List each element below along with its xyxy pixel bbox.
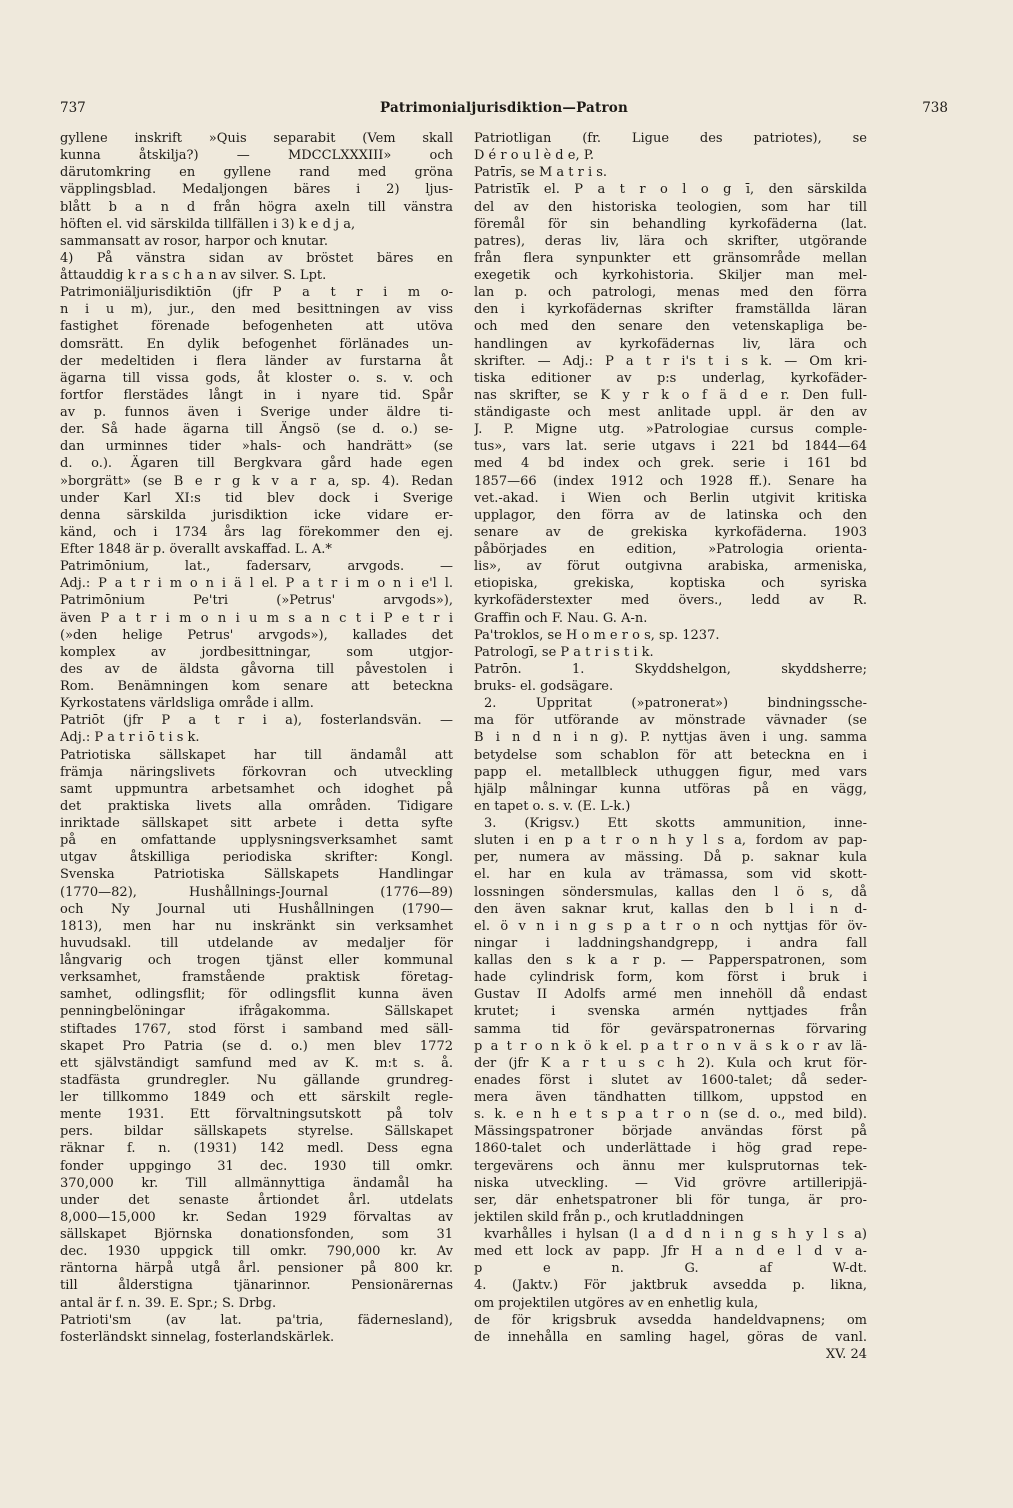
text-line: en tapet o. s. v. (E. L-k.) bbox=[474, 798, 631, 814]
text-line: upplagor, den förra av de latinska och den bbox=[474, 507, 867, 523]
signature-mark: XV. 24 bbox=[825, 1346, 867, 1362]
text-line: Patrīs, se M a t r i s. bbox=[474, 165, 608, 181]
text-line: antal är f. n. 39. E. Spr.; S. Drbg. bbox=[60, 1295, 277, 1311]
text-line: ägarna till vissa gods, åt kloster o. s. v. och bbox=[60, 370, 453, 386]
text-line: d. o.). Ägaren till Bergkvara gård hade egen bbox=[60, 456, 453, 472]
text-line: sällskapet Björnska donationsfonden, som 31 bbox=[60, 1227, 453, 1242]
text-line: Patriōt (jfr P a t r i a), fosterlandsvän. — bbox=[60, 713, 453, 729]
text-line: fastighet förenade befogenheten att utöva bbox=[60, 319, 453, 335]
page-number-left: 737 bbox=[60, 100, 86, 116]
text-line: exegetik och kyrkohistoria. Skiljer man mel- bbox=[474, 268, 867, 283]
text-line: J. P. Migne utg. »Patrologiae cursus comple- bbox=[474, 422, 867, 438]
text-line: ningar i laddningshandgrepp, i andra fall bbox=[474, 935, 867, 951]
text-line: och Ny Journal uti Hushållningen (1790— bbox=[60, 901, 453, 917]
text-line: de för krigsbruk avsedda handeldvapnens; om bbox=[474, 1312, 867, 1328]
text-line: 4) På vänstra sidan av bröstet bäres en bbox=[60, 250, 453, 266]
text-line: åttauddig k r a s c h a n av silver. S. Lpt. bbox=[60, 268, 327, 283]
text-line: Adj.: P a t r i ō t i s k. bbox=[60, 730, 200, 746]
text-line: sammansatt av rosor, harpor och knutar. bbox=[60, 233, 328, 249]
text-line: det praktiska livets alla områden. Tidigare bbox=[60, 798, 453, 814]
text-line: handlingen av kyrkofädernas liv, lära och bbox=[474, 336, 867, 352]
text-line: Patrioti'sm (av lat. pa'tria, fädernesland), bbox=[60, 1312, 453, 1328]
text-line: papp el. metallbleck uthuggen figur, med vars bbox=[474, 764, 867, 780]
left-column bbox=[60, 130, 453, 1346]
text-line: gyllene inskrift »Quis separabit (Vem skall bbox=[60, 131, 453, 146]
text-line: stiftades 1767, stod först i samband med säll- bbox=[60, 1021, 453, 1037]
text-line: den även saknar krut, kallas den b l i n d- bbox=[474, 901, 867, 917]
text-line: niska utveckling. — Vid grövre artilleripjä- bbox=[474, 1175, 867, 1191]
text-line: till ålderstigna tjänarinnor. Pensionärernas bbox=[60, 1278, 453, 1294]
text-line: ma för utförande av mönstrade vävnader (se bbox=[474, 713, 867, 729]
text-line: Patriotiska sällskapet har till ändamål att bbox=[60, 747, 453, 763]
text-line: skrifter. — Adj.: P a t r i's t i s k. — Om kri- bbox=[474, 353, 867, 369]
text-line: lis», av förut outgivna arabiska, armeniska, bbox=[474, 559, 867, 575]
text-line: kallas den s k a r p. — Papperspatronen, som bbox=[474, 953, 867, 968]
text-line: Mässingspatroner började användas först på bbox=[474, 1124, 867, 1140]
text-line: (»den helige Petrus' arvgods»), kallades det bbox=[60, 627, 453, 643]
text-line: Patrimoniäljurisdiktiōn (jfr P a t r i m o- bbox=[60, 285, 453, 301]
text-line: ser, där enhetspatroner bli för tunga, är pro- bbox=[474, 1192, 867, 1208]
text-line: den i kyrkofädernas skrifter framställda läran bbox=[474, 302, 867, 318]
text-line: denna särskilda jurisdiktion icke vidare er- bbox=[60, 507, 453, 523]
text-line: der (jfr K a r t u s c h 2). Kula och krut för- bbox=[474, 1055, 867, 1071]
text-line: 8,000—15,000 kr. Sedan 1929 förvaltas av bbox=[60, 1209, 453, 1225]
text-line: föremål för sin behandling kyrkofäderna (lat. bbox=[474, 216, 867, 232]
text-line: Svenska Patriotiska Sällskapets Handlingar bbox=[60, 867, 453, 883]
text-line: på en omfattande upplysningsverksamhet samt bbox=[60, 833, 453, 849]
text-line: mera även tändhatten tillkom, uppstod en bbox=[474, 1090, 867, 1105]
text-line: s. k. e n h e t s p a t r o n (se d. o., med bild). bbox=[474, 1107, 867, 1123]
text-line: fosterländskt sinnelag, fosterlandskärlek. bbox=[60, 1329, 335, 1345]
text-line: av p. funnos även i Sverige under äldre ti- bbox=[60, 405, 453, 420]
text-line: betydelse som schablon för att beteckna en i bbox=[474, 747, 867, 763]
text-line: väpplingsblad. Medaljongen bäres i 2) ljus- bbox=[60, 182, 453, 198]
text-line: Pa'troklos, se H o m e r o s, sp. 1237. bbox=[474, 627, 720, 643]
text-line: etiopiska, grekiska, koptiska och syriska bbox=[474, 576, 867, 592]
text-line: även P a t r i m o n i u m s a n c t i P e t r i bbox=[60, 610, 453, 626]
text-line: räntorna härpå utgå årl. pensioner på 800 kr. bbox=[60, 1261, 453, 1277]
text-line: D é r o u l è d e, P. bbox=[474, 148, 594, 164]
text-line: känd, och i 1734 års lag förekommer den ej. bbox=[60, 524, 453, 540]
text-line: senare av de grekiska kyrkofäderna. 1903 bbox=[474, 524, 867, 540]
text-line: kyrkofäderstexter med övers., ledd av R. bbox=[474, 593, 867, 609]
text-line: tergevärens och ännu mer kulsprutornas tek- bbox=[474, 1158, 867, 1174]
text-line: der. Så hade ägarna till Ängsö (se d. o.) se- bbox=[60, 422, 453, 438]
text-line: samma tid för gevärspatronernas förvaring bbox=[474, 1021, 867, 1037]
text-line: komplex av jordbesittningar, som utgjor- bbox=[60, 644, 453, 660]
text-line: 1860-talet och underlättade i hög grad repe- bbox=[474, 1141, 867, 1157]
text-line: och med den senare den vetenskapliga be- bbox=[474, 319, 867, 335]
text-line: B i n d n i n g). P. nyttjas även i ung. samma bbox=[474, 730, 867, 746]
text-line: del av den historiska teologien, som har till bbox=[474, 199, 867, 215]
running-header bbox=[60, 100, 948, 122]
text-line: blått b a n d från högra axeln till vänstra bbox=[60, 199, 453, 215]
text-line: utgav åtskilliga periodiska skrifter: Kongl. bbox=[60, 850, 453, 866]
right-column bbox=[474, 130, 867, 1363]
running-title: Patrimonialjurisdiktion—Patron bbox=[380, 100, 628, 116]
text-line: påbörjades en edition, »Patrologia orienta- bbox=[474, 542, 867, 557]
text-line: lan p. och patrologi, menas med den förra bbox=[474, 285, 867, 301]
text-line: höften el. vid särskilda tillfällen i 3) k e d j a, bbox=[60, 216, 356, 232]
text-line: 1813), men har nu inskränkt sin verksamhet bbox=[60, 918, 453, 934]
text-line: verksamhet, framstående praktisk företag- bbox=[60, 970, 453, 986]
text-line: nas skrifter, se K y r k o f ä d e r. Den full- bbox=[474, 387, 867, 403]
text-line: Gustav II Adolfs armé men innehöll då endast bbox=[474, 987, 867, 1003]
text-line: Kyrkostatens världsliga område i allm. bbox=[60, 696, 314, 712]
text-line: samhet, odlingsflit; för odlingsflit kunna även bbox=[60, 987, 453, 1003]
text-line: Graffin och F. Nau. G. A-n. bbox=[474, 610, 648, 626]
text-line: »borgrätt» (se B e r g k v a r a, sp. 4). Redan bbox=[60, 473, 453, 489]
text-line: dan urminnes tider »hals- och handrätt» (se bbox=[60, 439, 453, 455]
text-line: med ett lock av papp. Jfr H a n d e l d v a- bbox=[474, 1244, 867, 1260]
text-line: Efter 1848 är p. överallt avskaffad. L. A.* bbox=[60, 542, 332, 557]
text-line: huvudsakl. till utdelande av medaljer för bbox=[60, 935, 453, 951]
text-line: de innehålla en samling hagel, göras de vanl. bbox=[474, 1329, 867, 1345]
text-line: fonder uppgingo 31 dec. 1930 till omkr. bbox=[60, 1158, 453, 1174]
text-line: om projektilen utgöres av en enhetlig kula, bbox=[474, 1295, 759, 1311]
text-line: 370,000 kr. Till allmännyttiga ändamål ha bbox=[60, 1175, 453, 1191]
text-line: jektilen skild från p., och krutladdningen bbox=[474, 1209, 744, 1225]
text-line: 4. (Jaktv.) För jaktbruk avsedda p. likna, bbox=[474, 1278, 867, 1294]
text-line: därutomkring en gyllene rand med gröna bbox=[60, 165, 453, 181]
text-line: Patrimōnium, lat., fadersarv, arvgods. — bbox=[60, 559, 453, 575]
text-line: kvarhålles i hylsan (l a d d n i n g s h y l s a) bbox=[484, 1227, 867, 1242]
text-line: 1857—66 (index 1912 och 1928 ff.). Senare ha bbox=[474, 473, 867, 489]
text-line: ett självständigt samfund med av K. m:t s. å. bbox=[60, 1055, 453, 1071]
text-line: Patrologī, se P a t r i s t i k. bbox=[474, 644, 654, 660]
text-line: samt uppmuntra arbetsamhet och idoghet på bbox=[60, 781, 453, 797]
text-line: 3. (Krigsv.) Ett skotts ammunition, inne- bbox=[484, 816, 867, 831]
text-line: från flera synpunkter ett gränsområde mellan bbox=[474, 250, 867, 266]
text-line: p e n. G. af W-dt. bbox=[474, 1261, 867, 1277]
text-line: hade cylindrisk form, kom först i bruk i bbox=[474, 970, 867, 986]
text-line: ständigaste och mest anlitade uppl. är den av bbox=[474, 405, 867, 420]
text-line: Patrōn. 1. Skyddshelgon, skyddsherre; bbox=[474, 661, 867, 677]
text-line: Patriotligan (fr. Ligue des patriotes), se bbox=[474, 131, 867, 146]
text-line: 2. Uppritat (»patronerat») bindningssche- bbox=[484, 696, 867, 712]
text-line: bruks- el. godsägare. bbox=[474, 679, 614, 694]
text-line: långvarig och trogen tjänst eller kommunal bbox=[60, 953, 453, 968]
text-line: patres), deras liv, lära och skrifter, utgörande bbox=[474, 233, 867, 249]
text-line: dec. 1930 uppgick till omkr. 790,000 kr. Av bbox=[60, 1244, 453, 1260]
text-line: penningbelöningar ifrågakomma. Sällskapet bbox=[60, 1004, 453, 1020]
text-line: främja näringslivets förkovran och utveckling bbox=[60, 764, 453, 780]
text-line: Patristīk el. P a t r o l o g ī, den särskilda bbox=[474, 182, 867, 198]
text-line: krutet; i svenska armén nyttjades från bbox=[474, 1004, 867, 1020]
text-line: tus», vars lat. serie utgavs i 221 bd 1844—64 bbox=[474, 439, 867, 455]
text-line: p a t r o n k ö k el. p a t r o n v ä s k o r av lä- bbox=[474, 1038, 867, 1054]
text-line: tiska editioner av p:s underlag, kyrkofäder- bbox=[474, 370, 867, 386]
text-line: sluten i en p a t r o n h y l s a, fordom av pap- bbox=[474, 833, 867, 849]
text-line: enades först i slutet av 1600-talet; då seder- bbox=[474, 1072, 867, 1088]
text-line: der medeltiden i flera länder av furstarna åt bbox=[60, 353, 453, 369]
text-line: Rom. Benämningen kom senare att beteckna bbox=[60, 679, 453, 694]
text-line: stadfästa grundregler. Nu gällande grundreg- bbox=[60, 1072, 453, 1088]
text-line: inriktade sällskapet sitt arbete i detta syfte bbox=[60, 816, 453, 831]
text-line: el. ö v n i n g s p a t r o n och nyttjas för öv- bbox=[474, 918, 867, 934]
text-line: lossningen söndersmulas, kallas den l ö s, då bbox=[474, 884, 867, 900]
text-line: (1770—82), Hushållnings-Journal (1776—89) bbox=[60, 884, 453, 900]
text-line: domsrätt. En dylik befogenhet förlänades un- bbox=[60, 336, 453, 352]
text-line: hjälp målningar kunna utföras på en vägg, bbox=[474, 781, 867, 797]
text-line: el. har en kula av trämassa, som vid skott- bbox=[474, 867, 867, 883]
text-line: kunna åtskilja?) — MDCCLXXXIII» och bbox=[60, 148, 453, 164]
text-line: Adj.: P a t r i m o n i ä l el. P a t r i m o n i e'l l. bbox=[60, 576, 453, 592]
text-line: mente 1931. Ett förvaltningsutskott på tolv bbox=[60, 1107, 453, 1123]
text-line: n i u m), jur., den med besittningen av viss bbox=[60, 302, 453, 318]
text-line: ler tillkommo 1849 och ett särskilt regle- bbox=[60, 1090, 453, 1105]
text-line: per, numera av mässing. Då p. saknar kula bbox=[474, 850, 867, 866]
text-line: des av de äldsta gåvorna till påvestolen i bbox=[60, 661, 453, 677]
text-line: vet.-akad. i Wien och Berlin utgivit kritiska bbox=[474, 490, 867, 506]
text-line: under det senaste årtiondet årl. utdelats bbox=[60, 1192, 453, 1208]
text-line: räknar f. n. (1931) 142 medl. Dess egna bbox=[60, 1141, 453, 1157]
text-line: fortfor flerstädes långt in i nyare tid. Spår bbox=[60, 387, 453, 403]
text-line: pers. bildar sällskapets styrelse. Sällskapet bbox=[60, 1124, 453, 1140]
page-number-right: 738 bbox=[922, 100, 948, 116]
text-line: under Karl XI:s tid blev dock i Sverige bbox=[60, 490, 453, 506]
text-line: med 4 bd index och grek. serie i 161 bd bbox=[474, 456, 867, 472]
text-line: skapet Pro Patria (se d. o.) men blev 1772 bbox=[60, 1038, 453, 1054]
text-line: Patrimōnium Pe'tri (»Petrus' arvgods»), bbox=[60, 593, 453, 609]
